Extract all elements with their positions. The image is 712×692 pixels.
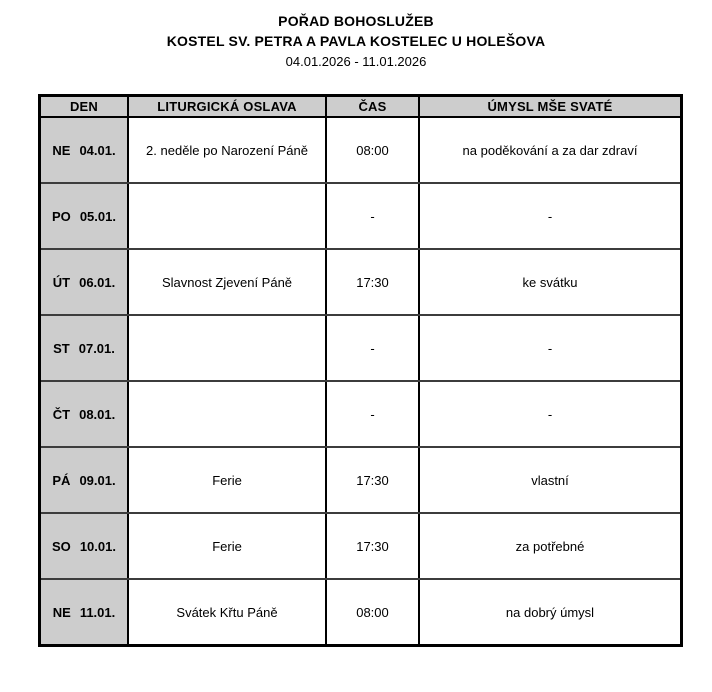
day-cell <box>41 514 129 578</box>
celebration-cell: Ferie <box>129 448 327 512</box>
time-cell: - <box>327 382 420 446</box>
table-row <box>41 184 680 250</box>
day-abbr: PO <box>52 208 71 224</box>
day-date: 04.01. <box>79 142 116 158</box>
day-date: 08.01. <box>79 406 116 422</box>
intention-cell: za potřebné <box>420 514 680 578</box>
day-cell <box>41 580 129 644</box>
day-cell <box>41 118 129 182</box>
table-row <box>41 514 680 580</box>
time-cell: - <box>327 184 420 248</box>
day-date: 07.01. <box>78 340 115 356</box>
day-date: 09.01. <box>79 472 116 488</box>
intention-cell: vlastní <box>420 448 680 512</box>
day-abbr: NE <box>52 142 71 158</box>
header-intention: ÚMYSL MŠE SVATÉ <box>420 97 680 116</box>
day-date: 05.01. <box>79 208 116 224</box>
celebration-cell: Svátek Křtu Páně <box>129 580 327 644</box>
day-cell <box>41 382 129 446</box>
table-row <box>41 580 680 644</box>
time-cell: 17:30 <box>327 514 420 578</box>
table-row <box>41 118 680 184</box>
table-row <box>41 250 680 316</box>
time-cell: 17:30 <box>327 250 420 314</box>
celebration-cell: Ferie <box>129 514 327 578</box>
table-row <box>41 316 680 382</box>
intention-cell: - <box>420 382 680 446</box>
day-abbr: ST <box>53 340 70 356</box>
day-abbr: SO <box>52 538 71 554</box>
intention-cell: na poděkování a za dar zdraví <box>420 118 680 182</box>
celebration-cell: Slavnost Zjevení Páně <box>129 250 327 314</box>
intention-cell: - <box>420 184 680 248</box>
day-abbr: ČT <box>52 406 71 422</box>
time-cell: - <box>327 316 420 380</box>
header-day: DEN <box>41 97 129 116</box>
day-cell <box>41 184 129 248</box>
table-header-row <box>41 97 680 118</box>
celebration-cell <box>129 184 327 248</box>
celebration-cell: 2. neděle po Narození Páně <box>129 118 327 182</box>
day-cell <box>41 316 129 380</box>
document-header <box>0 0 712 72</box>
schedule-table <box>38 94 683 647</box>
day-date: 06.01. <box>79 274 116 290</box>
day-abbr: PÁ <box>52 472 71 488</box>
day-date: 11.01. <box>79 604 116 620</box>
day-cell <box>41 448 129 512</box>
time-cell: 17:30 <box>327 448 420 512</box>
day-cell <box>41 250 129 314</box>
time-cell: 08:00 <box>327 118 420 182</box>
day-date: 10.01. <box>79 538 116 554</box>
celebration-cell <box>129 382 327 446</box>
header-celebration: LITURGICKÁ OSLAVA <box>129 97 327 116</box>
page-title: POŘAD BOHOSLUŽEB <box>278 13 434 29</box>
intention-cell: - <box>420 316 680 380</box>
intention-cell: na dobrý úmysl <box>420 580 680 644</box>
table-row <box>41 448 680 514</box>
celebration-cell <box>129 316 327 380</box>
header-time: ČAS <box>327 97 420 116</box>
day-abbr: NE <box>52 604 71 620</box>
time-cell: 08:00 <box>327 580 420 644</box>
date-range: 04.01.2026 - 11.01.2026 <box>285 54 427 69</box>
intention-cell: ke svátku <box>420 250 680 314</box>
day-abbr: ÚT <box>52 274 71 290</box>
church-name: KOSTEL SV. PETRA A PAVLA KOSTELEC U HOLEŠOVA <box>166 33 546 49</box>
table-row <box>41 382 680 448</box>
